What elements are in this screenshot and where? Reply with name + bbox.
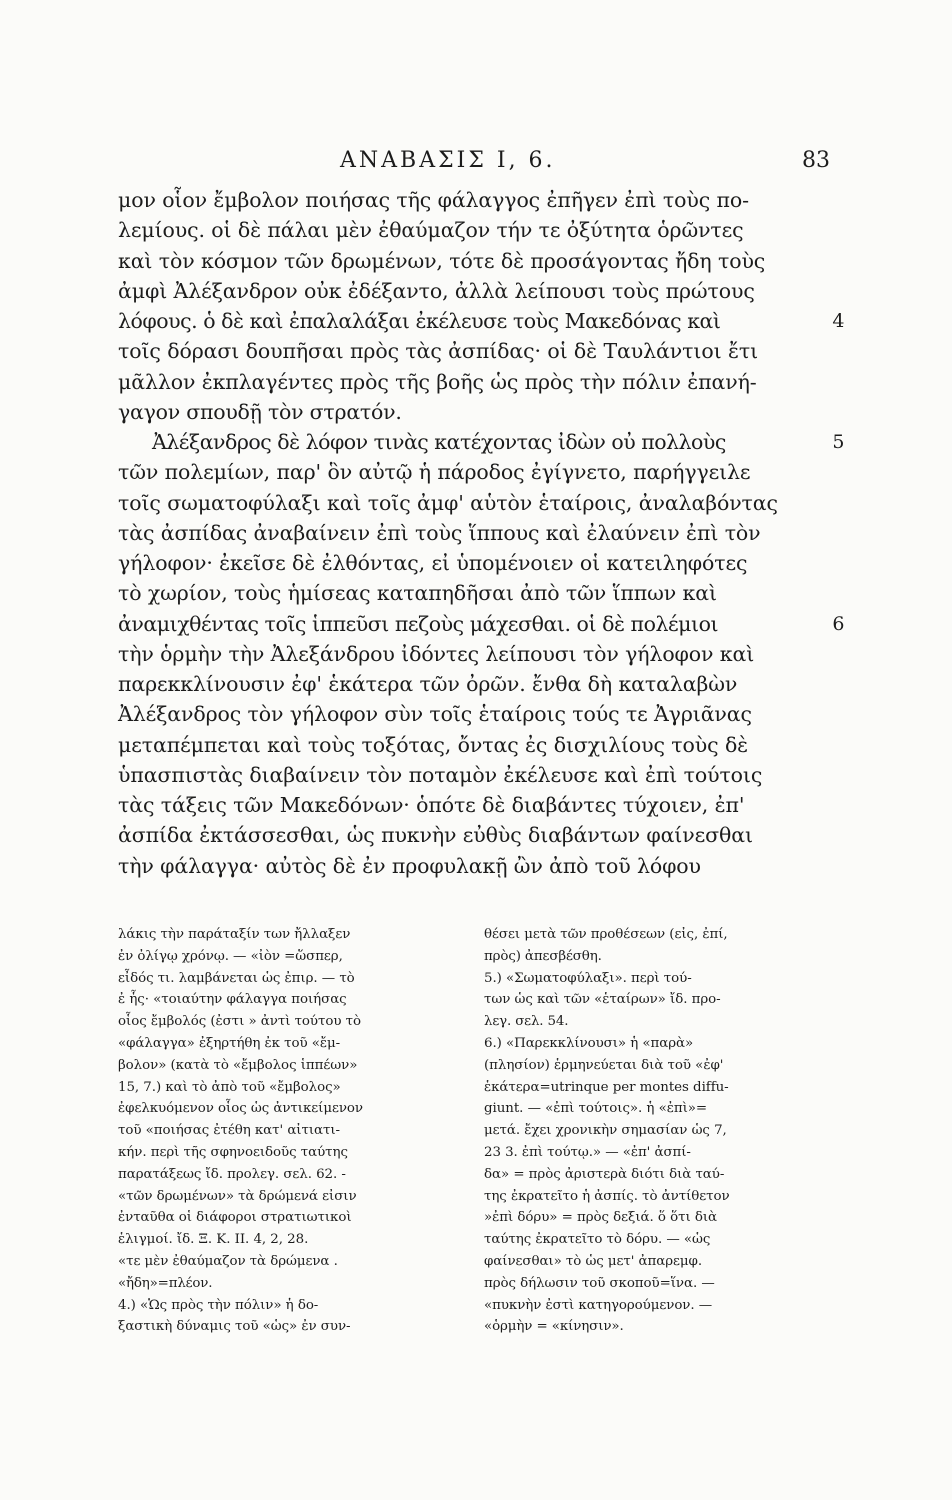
text-line [118, 518, 824, 548]
text-line-content: τὰς τάξεις τῶν Μακεδόνων· ὁπότε δὲ διαβάντες τύχοιεν, ἐπ' [118, 793, 745, 817]
footnote-line: ἐνταῦθα οἱ διάφοροι στρατιωτικοὶ [118, 1210, 352, 1226]
main-text [118, 185, 844, 881]
text-line [118, 699, 824, 729]
text-line-content: Ἀλέξανδρος τὸν γήλοφον σὺν τοῖς ἑταίροις τούς τε Ἀγριᾶνας [118, 702, 752, 727]
text-line-content: τοῖς σωματοφύλαξι καὶ τοῖς ἀμφ' αὑτὸν ἑταίροις, ἀναλαβόντας [118, 490, 778, 515]
text-line [118, 851, 824, 881]
text-line [118, 488, 824, 518]
footnote-line: τοῦ «ποιήσας ἐτέθη κατ' αἰτιατι- [118, 1123, 341, 1139]
text-line [118, 306, 844, 336]
footnote-line: 6.) «Παρεκκλίνουσι» ἡ «παρὰ» [484, 1035, 694, 1051]
text-line [118, 276, 824, 306]
text-line-content: τὴν ὁρμὴν τὴν Ἀλεξάνδρου ἰδόντες λείπουσι τὸν γήλοφον καὶ [118, 641, 755, 666]
text-line [118, 336, 824, 366]
footnote-line: λάκις τὴν παράταξίν των ἤλλαξεν [118, 927, 351, 942]
footnote-line: 5.) «Σωματοφύλαξι». περὶ τού- [484, 970, 692, 986]
footnote-line: 4.) «Ὡς πρὸς τὴν πόλιν» ἡ δο- [118, 1297, 319, 1313]
footnote-line: φαίνεσθαι» τὸ ὡς μετ' ἀπαρεμφ. [484, 1253, 703, 1269]
footnote-line: »ἐπὶ δόρυ» = πρὸς δεξιά. ὅ ὅτι διὰ [484, 1210, 718, 1226]
footnote-line: «τε μὲν ἐθαύμαζον τὰ δρώμενα . [118, 1253, 338, 1269]
text-line-content: ἀμφὶ Ἀλέξανδρον οὐκ ἐδέξαντο, ἀλλὰ λείπουσι τοὺς πρώτους [118, 278, 755, 303]
footnote-line: πρὸς) ἀπεσβέσθη. [484, 948, 602, 964]
footnote-line: ταύτης ἐκρατεῖτο τὸ δόρυ. — «ὡς [484, 1232, 711, 1248]
text-line-content: γήλοφον· ἐκεῖσε δὲ ἐλθόντας, εἰ ὑπομένοιεν οἱ κατειληφότες [118, 551, 748, 575]
footnote-line: (πλησίον) ἑρμηνεύεται διὰ τοῦ «ἐφ' [484, 1057, 724, 1073]
footnote-line: πρὸς δήλωσιν τοῦ σκοποῦ=ἵνα. — [484, 1275, 715, 1291]
footnote-line: εἶδός τι. λαμβάνεται ὡς ἐπιρ. — τὸ [118, 970, 355, 986]
footnote-line: οἷος ἔμβολός (ἐστι » ἀντὶ τούτου τὸ [118, 1014, 361, 1030]
footnote-line: «πυκνὴν ἐστὶ κατηγορούμενον. — [484, 1297, 713, 1313]
text-line-content: ἀσπίδα ἐκτάσσεσθαι, ὡς πυκνὴν εὐθὺς διαβάντων φαίνεσθαι [118, 823, 753, 848]
text-line-content: λόφους. ὁ δὲ καὶ ἐπαλαλάξαι ἐκέλευσε τοὺς Μακεδόνας καὶ [118, 309, 721, 333]
footnotes-left-column [118, 924, 456, 1338]
text-line [118, 367, 824, 397]
footnote-line: giunt. — «ἐπὶ τούτοις». ἡ «ἐπὶ»= [484, 1101, 708, 1117]
text-line [118, 548, 824, 578]
footnote-line: της ἐκρατεῖτο ἡ ἀσπίς. τὸ ἀντίθετον [484, 1188, 730, 1204]
text-line [118, 246, 824, 276]
page-number: 83 [802, 148, 830, 173]
text-line-content: τὸ χωρίον, τοὺς ἡμίσεας καταπηδῆσαι ἀπὸ τῶν ἵππων καὶ [118, 581, 717, 606]
footnote-line: παρατάξεως ἴδ. προλεγ. σελ. 62. - [118, 1166, 346, 1182]
running-title: ΑΝΑΒΑΣΙΣ Ι, 6. [340, 148, 556, 173]
text-line [118, 639, 824, 669]
text-line [118, 397, 824, 427]
text-line-content: γαγον σπουδῇ τὸν στρατόν. [118, 399, 402, 424]
footnote-line: 15, 7.) καὶ τὸ ἀπὸ τοῦ «ἔμβολος» [118, 1079, 341, 1095]
text-line [118, 185, 824, 215]
text-line [118, 215, 824, 245]
text-line-content: τὰς ἀσπίδας ἀναβαίνειν ἐπὶ τοὺς ἵππους καὶ ἐλαύνειν ἐπὶ τὸν [118, 520, 761, 545]
footnote-line: μετά. ἔχει χρονικὴν σημασίαν ὡς 7, [484, 1123, 727, 1139]
footnote-line: ξαστικὴ δύναμις τοῦ «ὡς» ἐν συν- [118, 1319, 351, 1335]
footnote-line: δα» = πρὸς ἀριστερὰ διότι διὰ ταύ- [484, 1166, 725, 1182]
text-line [118, 790, 824, 820]
text-line [118, 427, 844, 457]
text-line [118, 730, 824, 760]
footnote-line: ἑκάτερα=utrinque per montes diffu- [484, 1079, 729, 1095]
text-line-content: τῶν πολεμίων, παρ' ὃν αὐτῷ ἡ πάροδος ἐγίγνετο, παρήγγειλε [118, 460, 751, 485]
text-line [118, 669, 824, 699]
footnotes-right-column [484, 924, 826, 1338]
text-line-content: τὴν φάλαγγα· αὐτὸς δὲ ἐν προφυλακῇ ὢν ἀπὸ τοῦ λόφου [118, 853, 701, 878]
text-line-content: καὶ τὸν κόσμον τῶν δρωμένων, τότε δὲ προσάγοντας ἤδη τοὺς [118, 248, 766, 273]
text-line-content: λεμίους. οἱ δὲ πάλαι μὲν ἐθαύμαζον τήν τε ὀξύτητα ὁρῶντες [118, 218, 744, 243]
footnote-line: «τῶν δρωμένων» τὰ δρώμενά εἰσιν [118, 1188, 357, 1204]
footnote-line: «φάλαγγα» ἐξηρτήθη ἐκ τοῦ «ἔμ- [118, 1035, 341, 1051]
text-line-content: μᾶλλον ἐκπλαγέντες πρὸς τῆς βοῆς ὡς πρὸς τὴν πόλιν ἐπανή- [118, 369, 757, 394]
page-header [118, 148, 828, 178]
text-line [118, 820, 824, 850]
section-number: 5 [832, 431, 844, 453]
footnote-line: λεγ. σελ. 54. [484, 1014, 569, 1030]
text-line-content: παρεκκλίνουσιν ἐφ' ἑκάτερα τῶν ὀρῶν. ἔνθα δὴ καταλαβὼν [118, 672, 738, 696]
text-line-content: μον οἷον ἔμβολον ποιήσας τῆς φάλαγγος ἐπῆγεν ἐπὶ τοὺς πο- [118, 188, 749, 212]
text-line [118, 457, 824, 487]
footnote-line: «ἤδη»=πλέον. [118, 1275, 213, 1291]
section-number: 4 [832, 310, 844, 332]
text-line-content: ἀναμιχθέντας τοῖς ἱππεῦσι πεζοὺς μάχεσθαι. οἱ δὲ πολέμιοι [118, 611, 719, 636]
text-line-content: τοῖς δόρασι δουπῆσαι πρὸς τὰς ἀσπίδας· οἱ δὲ Ταυλάντιοι ἔτι [118, 339, 759, 364]
text-line-content: ὑπασπιστὰς διαβαίνειν τὸν ποταμὸν ἐκέλευσε καὶ ἐπὶ τούτοις [118, 762, 763, 787]
footnote-line: κήν. περὶ τῆς σφηνοειδοῦς ταύτης [118, 1144, 348, 1160]
text-line-content: μεταπέμπεται καὶ τοὺς τοξότας, ὄντας ἐς δισχιλίους τοὺς δὲ [118, 732, 749, 757]
footnote-line: ἐ ἧς· «τοιαύτην φάλαγγα ποιήσας [118, 992, 347, 1008]
text-line [118, 760, 824, 790]
text-line [118, 609, 844, 639]
footnote-line: ἑλιγμοί. ἴδ. Ξ. Κ. ΙΙ. 4, 2, 28. [118, 1232, 309, 1248]
text-line [118, 578, 824, 608]
section-number: 6 [832, 612, 844, 635]
footnote-line: ἐν ὀλίγῳ χρόνῳ. — «ἰὸν =ὥσπερ, [118, 948, 343, 964]
footnote-line: «ὁρμὴν = «κίνησιν». [484, 1319, 624, 1335]
footnote-line: των ὡς καὶ τῶν «ἑταίρων» ἴδ. προ- [484, 992, 721, 1008]
footnote-line: 23 3. ἐπὶ τούτῳ.» — «ἐπ' ἀσπί- [484, 1144, 691, 1160]
footnote-line: ἐφελκυόμενον οἷος ὡς ἀντικείμενον [118, 1101, 364, 1117]
text-line-content: Ἀλέξανδρος δὲ λόφον τινὰς κατέχοντας ἰδὼν οὐ πολλοὺς [152, 430, 726, 454]
footnote-line: θέσει μετὰ τῶν προθέσεων (εἰς, ἐπί, [484, 927, 728, 942]
footnote-line: βολον» (κατὰ τὸ «ἔμβολος ἱππέων» [118, 1057, 358, 1073]
